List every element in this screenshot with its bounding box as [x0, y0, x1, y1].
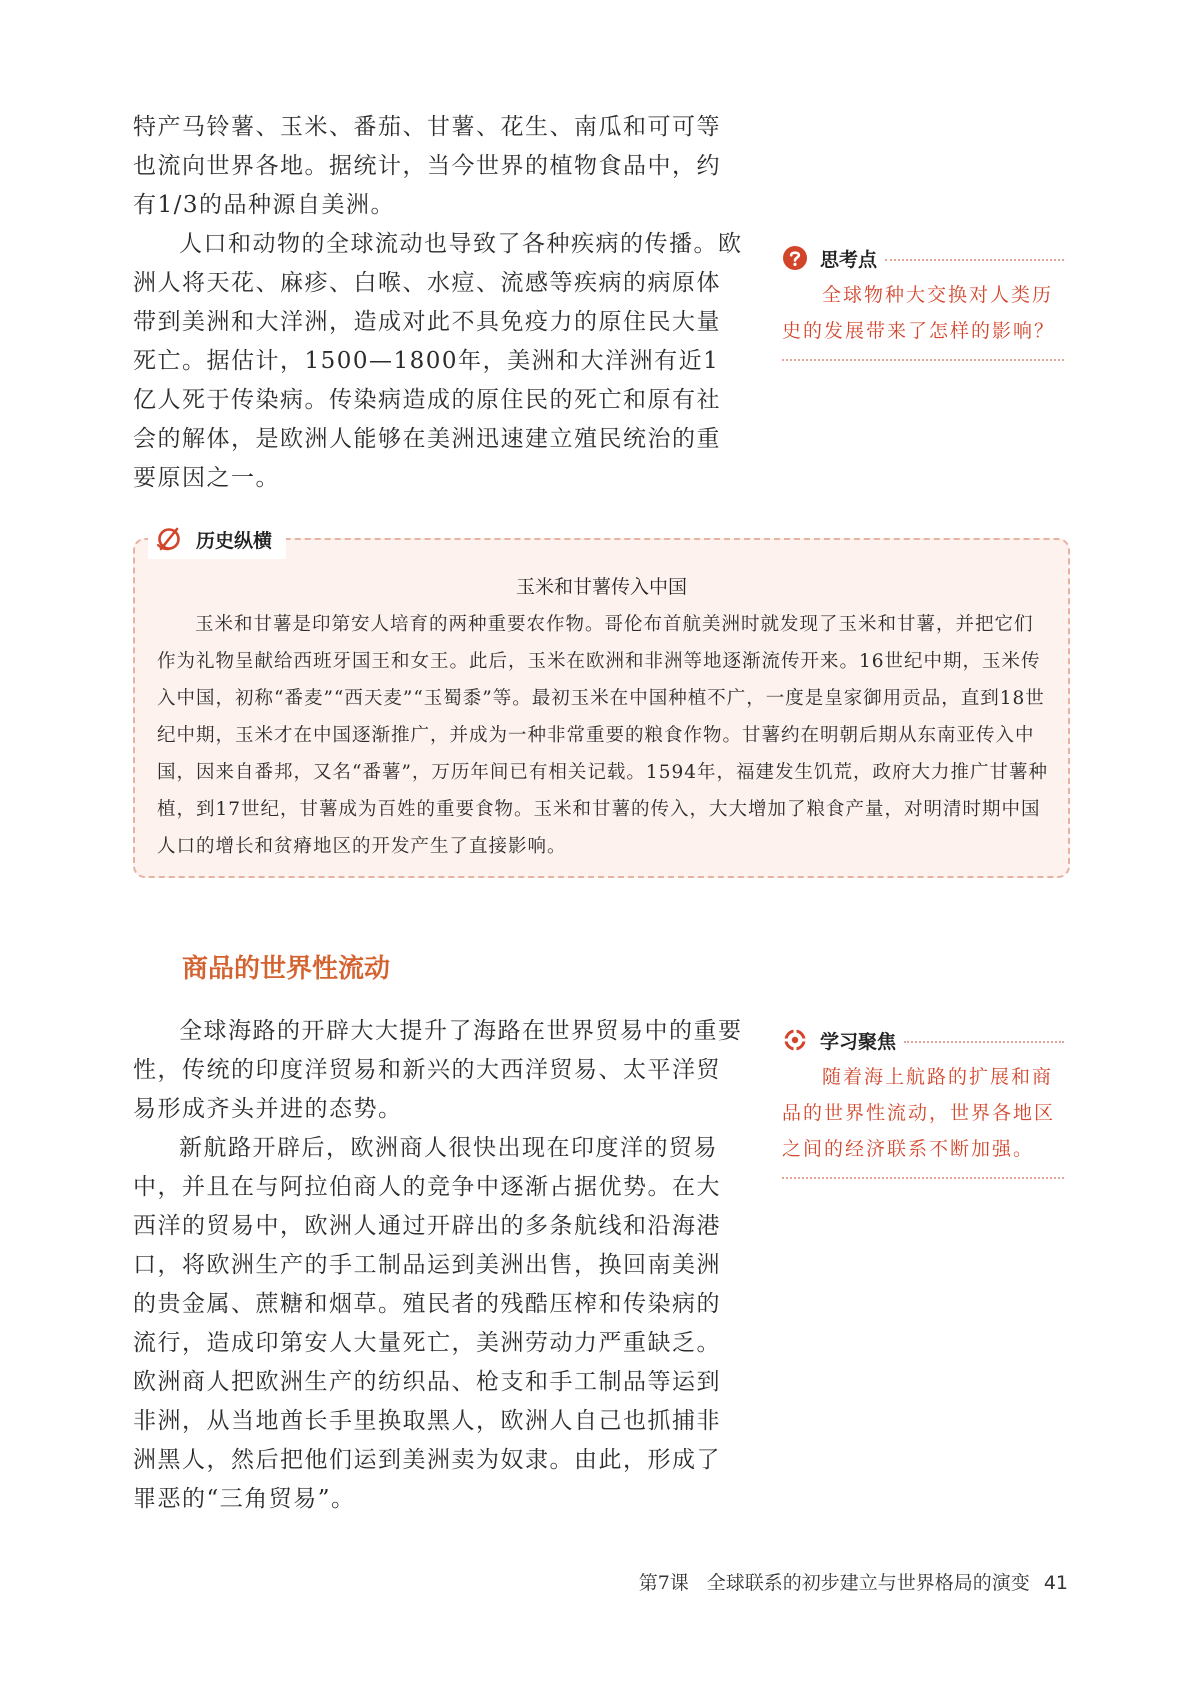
paragraph-crops: 特产马铃薯、玉米、番茄、甘薯、花生、南瓜和可可等也流向世界各地。据统计，当今世界的植物食品中，约有1/3的品种源自美洲。 — [133, 114, 721, 218]
learning-focus-note — [782, 1025, 1064, 1179]
history-box-title: 玉米和甘薯传入中国 — [515, 576, 687, 598]
history-link-icon — [154, 524, 184, 554]
footer-lesson: 第7课 — [638, 1572, 689, 1594]
divider — [904, 1041, 1064, 1043]
paragraph-sea-routes: 全球海路的开辟大大提升了海路在世界贸易中的重要性，传统的印度洋贸易和新兴的大西洋贸易、太平洋贸易形成齐头并进的态势。 — [133, 1018, 743, 1122]
page-number: 41 — [1043, 1572, 1068, 1594]
target-icon — [782, 1027, 808, 1053]
footer-title: 全球联系的初步建立与世界格局的演变 — [706, 1572, 1030, 1594]
divider — [782, 359, 1064, 361]
history-box-header — [148, 519, 286, 559]
paragraph-triangle-trade: 新航路开辟后，欧洲商人很快出现在印度洋的贸易中，并且在与阿拉伯商人的竞争中逐渐占据优势。在大西洋的贸易中，欧洲人通过开辟出的多条航线和沿海港口，将欧洲生产的手工制品运到美洲出售，换回南美洲的贵金属、蔗糖和烟草。殖民者的残酷压榨和传染病的流行，造成印第安人大量死亡，美洲劳动力严重缺乏。欧洲商人把欧洲生产的纺织品、枪支和手工制品等运到非洲，从当地酋长手里换取黑人，欧洲人自己也抓捕非洲黑人，然后把他们运到美洲卖为奴隶。由此，形成了罪恶的“三角贸易”。 — [133, 1135, 721, 1512]
divider — [885, 259, 1064, 261]
history-box-text: 玉米和甘薯是印第安人培育的两种重要农作物。哥伦布首航美洲时就发现了玉米和甘薯，并把它们作为礼物呈献给西班牙国王和女王。此后，玉米在欧洲和非洲等地逐渐流传开来。16世纪中期，玉米传入中国，初称“番麦”“西天麦”“玉蜀黍”等。最初玉米在中国种植不广，一度是皇家御用贡品，直到18世纪中期，玉米才在中国逐渐推广，并成为一种非常重要的粮食作物。甘薯约在明朝后期从东南亚传入中国，因来自番邦，又名“番薯”，万历年间已有相关记载。1594年，福建发生饥荒，政府大力推广甘薯种植，到17世纪，甘薯成为百姓的重要食物。玉米和甘薯的传入，大大增加了粮食产量，对明清时期中国人口的增长和贫瘠地区的开发产生了直接影响。 — [157, 614, 1049, 857]
think-point-label: 思考点 — [820, 248, 878, 271]
section-title: 商品的世界性流动 — [182, 954, 391, 984]
page-footer — [639, 1568, 1068, 1595]
learning-focus-text: 随着海上航路的扩展和商品的世界性流动，世界各地区之间的经济联系不断加强。 — [782, 1066, 1056, 1160]
question-circle-icon — [782, 245, 808, 271]
think-point-text: 全球物种大交换对人类历史的发展带来了怎样的影响？ — [782, 284, 1056, 342]
divider — [782, 1177, 1064, 1179]
history-box-label: 历史纵横 — [196, 529, 273, 552]
think-point-note — [782, 243, 1064, 361]
learning-focus-label: 学习聚焦 — [820, 1030, 897, 1053]
learning-focus-header — [782, 1025, 1064, 1055]
paragraph-diseases: 人口和动物的全球流动也导致了各种疾病的传播。欧洲人将天花、麻疹、白喉、水痘、流感等疾病的病原体带到美洲和大洋洲，造成对此不具免疫力的原住民大量死亡。据估计，1500—1800年，美洲和大洋洲有近1亿人死于传染病。传染病造成的原住民的死亡和原有社会的解体，是欧洲人能够在美洲迅速建立殖民统治的重要原因之一。 — [133, 231, 743, 491]
think-point-header — [782, 243, 1064, 273]
